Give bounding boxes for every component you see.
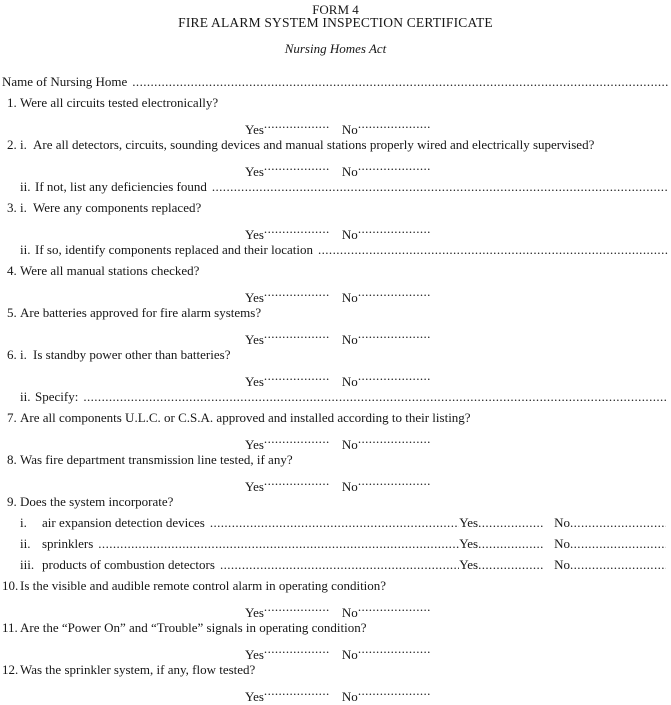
- writein-line[interactable]: [212, 176, 668, 197]
- question-10: [0, 575, 671, 596]
- no-label: No: [341, 164, 358, 176]
- question-text: Are batteries approved for fire alarm systems?: [20, 305, 262, 320]
- question-subnumber: ii.: [20, 242, 31, 257]
- no-answer-field[interactable]: [358, 596, 431, 617]
- question-1: [0, 92, 671, 113]
- no-answer-field[interactable]: [358, 365, 431, 386]
- yes-label: Yes: [245, 689, 264, 701]
- no-answer-field[interactable]: [570, 512, 666, 533]
- no-label: No: [341, 605, 358, 617]
- yes-label: Yes: [245, 332, 264, 344]
- question-number: 2.: [7, 137, 17, 152]
- question-text: air expansion detection devices: [42, 515, 205, 530]
- question-subnumber: i.: [20, 200, 27, 215]
- yes-answer-field[interactable]: [264, 428, 329, 449]
- no-answer-field[interactable]: [358, 218, 431, 239]
- question-text: If not, list any deficiencies found: [35, 179, 207, 194]
- question-3-i: [0, 197, 671, 218]
- no-answer-field[interactable]: [570, 554, 666, 575]
- page-title: FIRE ALARM SYSTEM INSPECTION CERTIFICATE: [178, 15, 493, 30]
- no-answer-field[interactable]: [358, 638, 431, 659]
- yes-answer-field[interactable]: [264, 113, 329, 134]
- question-text: sprinklers: [42, 536, 94, 551]
- question-subnumber: iii.: [20, 557, 35, 572]
- yes-label: Yes: [459, 536, 479, 551]
- statute-name: Nursing Homes Act: [284, 41, 387, 56]
- question-text: Were all manual stations checked?: [20, 263, 200, 278]
- question-text: Are the “Power On” and “Trouble” signals in operating condition?: [20, 620, 367, 635]
- question-text: Were all circuits tested electronically?: [20, 95, 219, 110]
- no-label: No: [341, 290, 358, 302]
- no-label: No: [554, 515, 570, 530]
- yes-answer-field[interactable]: [264, 218, 329, 239]
- question-number: 1.: [7, 95, 17, 110]
- question-number: 8.: [7, 452, 17, 467]
- yes-answer-field[interactable]: [264, 323, 329, 344]
- question-rows: [0, 92, 671, 701]
- answer-row: [0, 596, 671, 617]
- dotted-leader: [220, 554, 459, 575]
- yes-answer-field[interactable]: [264, 470, 329, 491]
- question-8: [0, 449, 671, 470]
- subquestion-inline-iii: [0, 554, 671, 575]
- question-text: products of combustion detectors: [42, 557, 215, 572]
- answer-row: [0, 323, 671, 344]
- yes-answer-field[interactable]: [478, 512, 544, 533]
- form-number: FORM 4: [312, 2, 359, 17]
- subquestion-writein-ii: [0, 176, 671, 197]
- yes-label: Yes: [245, 227, 264, 239]
- yes-label: Yes: [245, 479, 264, 491]
- answer-row: [0, 113, 671, 134]
- dotted-leader: [210, 512, 459, 533]
- yes-label: Yes: [245, 605, 264, 617]
- question-text: Are all components U.L.C. or C.S.A. approved and installed according to their listing?: [20, 410, 471, 425]
- answer-row: [0, 680, 671, 701]
- question-text: If so, identify components replaced and their location: [35, 242, 313, 257]
- no-label: No: [341, 479, 358, 491]
- form-header: [0, 0, 671, 55]
- question-12: [0, 659, 671, 680]
- subquestion-writein-ii: [0, 239, 671, 260]
- question-number: 11.: [2, 620, 18, 635]
- no-answer-field[interactable]: [358, 113, 431, 134]
- question-7: [0, 407, 671, 428]
- writein-line[interactable]: [83, 386, 668, 407]
- form-body: [0, 71, 671, 701]
- yes-answer-field[interactable]: [264, 365, 329, 386]
- question-subnumber: i.: [20, 137, 27, 152]
- no-answer-field[interactable]: [358, 281, 431, 302]
- question-9: [0, 491, 671, 512]
- question-text: Specify:: [35, 389, 79, 404]
- yes-answer-field[interactable]: [264, 638, 329, 659]
- subquestion-inline-i: [0, 512, 671, 533]
- question-2-i: [0, 134, 671, 155]
- no-label: No: [341, 374, 358, 386]
- yes-answer-field[interactable]: [264, 596, 329, 617]
- writein-line[interactable]: [318, 239, 668, 260]
- no-label: No: [341, 227, 358, 239]
- answer-row: [0, 365, 671, 386]
- yes-label: Yes: [245, 164, 264, 176]
- no-label: No: [341, 122, 358, 134]
- no-answer-field[interactable]: [358, 155, 431, 176]
- no-answer-field[interactable]: [570, 533, 666, 554]
- question-11: [0, 617, 671, 638]
- answer-row: [0, 470, 671, 491]
- nursing-home-input-line[interactable]: [132, 71, 668, 92]
- no-label: No: [554, 557, 570, 572]
- yes-label: Yes: [459, 557, 479, 572]
- question-number: 5.: [7, 305, 17, 320]
- question-text: Are all detectors, circuits, sounding devices and manual stations properly wired and electrically supervised?: [33, 137, 595, 152]
- question-5: [0, 302, 671, 323]
- yes-label: Yes: [459, 515, 479, 530]
- question-number: 6.: [7, 347, 17, 362]
- answer-row: [0, 638, 671, 659]
- no-label: No: [554, 536, 570, 551]
- answer-row: [0, 428, 671, 449]
- question-subnumber: ii.: [20, 536, 31, 551]
- no-label: No: [341, 689, 358, 701]
- question-number: 12.: [2, 662, 19, 677]
- question-number: 10.: [2, 578, 19, 593]
- question-text: Were any components replaced?: [33, 200, 202, 215]
- answer-row: [0, 281, 671, 302]
- subquestion-inline-ii: [0, 533, 671, 554]
- dotted-leader: [98, 533, 459, 554]
- question-number: 4.: [7, 263, 17, 278]
- question-text: Was the sprinkler system, if any, flow tested?: [20, 662, 256, 677]
- question-text: Is the visible and audible remote control alarm in operating condition?: [20, 578, 387, 593]
- yes-answer-field[interactable]: [478, 554, 544, 575]
- yes-answer-field[interactable]: [264, 680, 329, 701]
- no-label: No: [341, 332, 358, 344]
- nursing-home-name-row: [0, 71, 671, 92]
- no-answer-field[interactable]: [358, 428, 431, 449]
- question-text: Was fire department transmission line tested, if any?: [20, 452, 293, 467]
- yes-label: Yes: [245, 122, 264, 134]
- question-text: Is standby power other than batteries?: [33, 347, 231, 362]
- question-text: Does the system incorporate?: [20, 494, 174, 509]
- yes-label: Yes: [245, 647, 264, 659]
- yes-label: Yes: [245, 290, 264, 302]
- question-subnumber: ii.: [20, 179, 31, 194]
- yes-label: Yes: [245, 374, 264, 386]
- question-number: 3.: [7, 200, 17, 215]
- question-subnumber: i.: [20, 347, 27, 362]
- question-subnumber: ii.: [20, 389, 31, 404]
- question-subnumber: i.: [20, 515, 27, 530]
- question-4: [0, 260, 671, 281]
- yes-answer-field[interactable]: [264, 155, 329, 176]
- answer-row: [0, 218, 671, 239]
- yes-answer-field[interactable]: [264, 281, 329, 302]
- yes-label: Yes: [245, 437, 264, 449]
- question-number: 9.: [7, 494, 17, 509]
- no-label: No: [341, 437, 358, 449]
- nursing-home-label: Name of Nursing Home: [2, 74, 128, 89]
- answer-row: [0, 155, 671, 176]
- no-answer-field[interactable]: [358, 470, 431, 491]
- question-6-i: [0, 344, 671, 365]
- no-answer-field[interactable]: [358, 680, 431, 701]
- no-answer-field[interactable]: [358, 323, 431, 344]
- no-label: No: [341, 647, 358, 659]
- yes-answer-field[interactable]: [478, 533, 544, 554]
- question-number: 7.: [7, 410, 17, 425]
- subquestion-writein-ii: [0, 386, 671, 407]
